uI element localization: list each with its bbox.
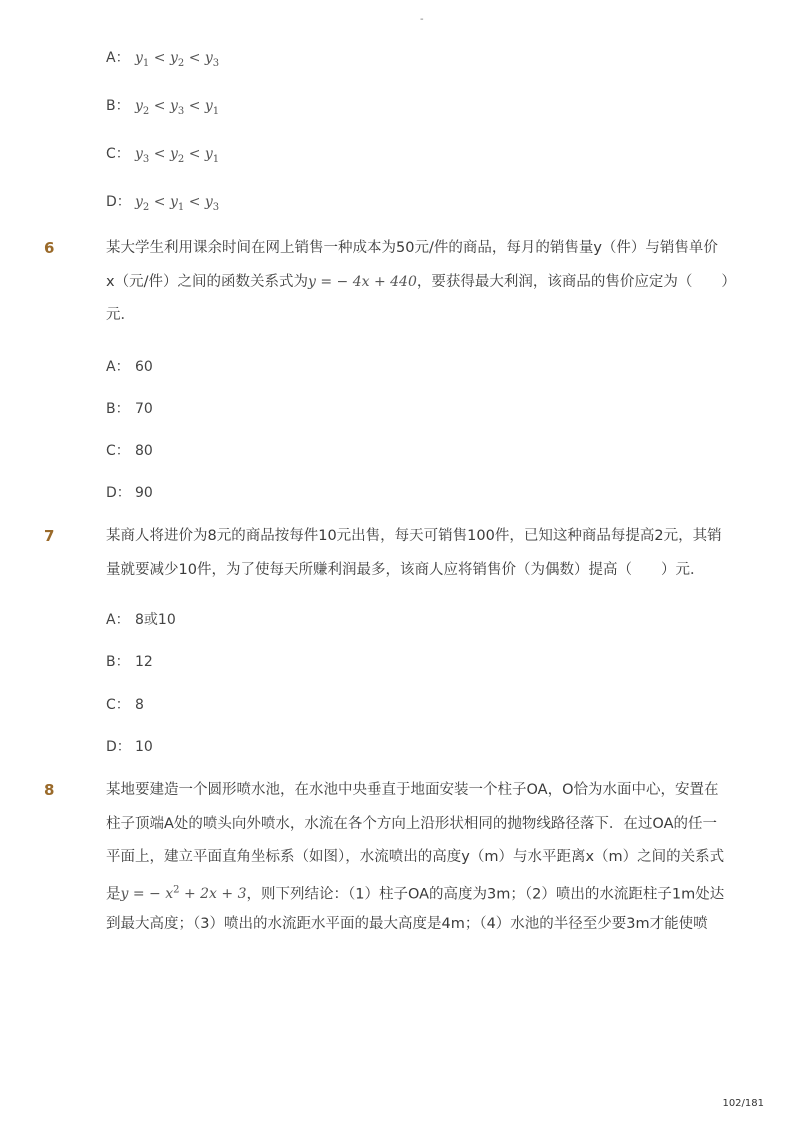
q5-option-d[interactable]: [106, 192, 219, 212]
q7-option-a[interactable]: [106, 610, 176, 630]
question-number-6: 6: [44, 239, 55, 257]
q7-option-d[interactable]: [106, 737, 153, 757]
option-value: 10: [135, 739, 153, 755]
option-letter: D：: [106, 485, 131, 501]
option-letter: C：: [106, 146, 130, 162]
option-letter: A：: [106, 612, 130, 628]
q6-option-c[interactable]: [106, 441, 153, 461]
option-value: 60: [135, 359, 153, 375]
question-line: 量就要减少10件，为了使每天所赚利润最多，该商人应将销售价（为偶数）提高（ ）元．: [106, 561, 705, 578]
question-line: 元．: [106, 307, 135, 323]
q6-option-a[interactable]: [106, 357, 153, 377]
question-8-text: [106, 780, 725, 948]
question-line: 某大学生利用课余时间在网上销售一种成本为50元/件的商品，每月的销售量y（件）与销售单价: [106, 240, 718, 256]
option-letter: A：: [106, 50, 130, 66]
option-math: $y_1 < y_2 < y_3$: [135, 50, 220, 69]
q5-option-a[interactable]: [106, 48, 219, 68]
option-math: $y_3 < y_2 < y_1$: [135, 146, 220, 165]
option-value: 80: [135, 443, 153, 459]
q6-option-d[interactable]: [106, 483, 153, 503]
q5-option-c[interactable]: [106, 144, 219, 164]
question-line: 某地要建造一个圆形喷水池，在水池中央垂直于地面安装一个柱子OA，O恰为水面中心，安置在: [106, 782, 719, 798]
question-line: 柱子顶端A处的喷头向外喷水，水流在各个方向上沿形状相同的抛物线路径落下．在过OA的任一: [106, 815, 717, 832]
page-number: 102/181: [722, 1098, 764, 1109]
function-formula: y = − $x^2 + 2x + 3$: [120, 884, 247, 903]
question-6-text: [106, 238, 736, 339]
option-letter: A：: [106, 359, 130, 375]
option-value: 70: [135, 401, 153, 417]
question-line: x（元/件）之间的函数关系式为y = − 4x + 440，要获得最大利润，该商品的售价应定为（ ）: [106, 273, 736, 290]
option-value: 12: [135, 654, 153, 670]
option-math: $y_2 < y_3 < y_1$: [135, 98, 220, 117]
option-value: 8: [135, 697, 144, 713]
option-letter: B：: [106, 98, 130, 114]
question-number-7: 7: [44, 527, 55, 545]
question-number-8: 8: [44, 781, 55, 799]
question-line: 平面上，建立平面直角坐标系（如图），水流喷出的高度y（m）与水平距离x（m）之间的关系式: [106, 849, 725, 865]
function-formula: y = − 4x + 440: [307, 273, 417, 290]
q7-option-b[interactable]: [106, 652, 153, 672]
q6-option-b[interactable]: [106, 399, 153, 419]
option-letter: B：: [106, 654, 130, 670]
option-value: 8或10: [135, 612, 176, 628]
question-line: 到最大高度；（3）喷出的水流距水平面的最大高度是4m；（4）水池的半径至少要3m才能使喷: [106, 916, 708, 932]
q5-option-b[interactable]: [106, 96, 219, 116]
option-math: $y_2 < y_1 < y_3$: [135, 194, 220, 213]
q7-option-c[interactable]: [106, 695, 144, 715]
option-letter: B：: [106, 401, 130, 417]
option-letter: C：: [106, 697, 130, 713]
option-letter: D：: [106, 194, 131, 210]
question-line: 是y = − $x^2 + 2x + 3$，则下列结论：（1）柱子OA的高度为3m；（2）喷出的水流距柱子1m处达: [106, 884, 725, 903]
option-letter: C：: [106, 443, 130, 459]
question-7-text: [106, 526, 722, 593]
option-letter: D：: [106, 739, 131, 755]
header-mark: -: [420, 14, 424, 25]
question-line: 某商人将进价为8元的商品按每件10元出售，每天可销售100件，已知这种商品每提高2元，其销: [106, 528, 722, 544]
option-value: 90: [135, 485, 153, 501]
